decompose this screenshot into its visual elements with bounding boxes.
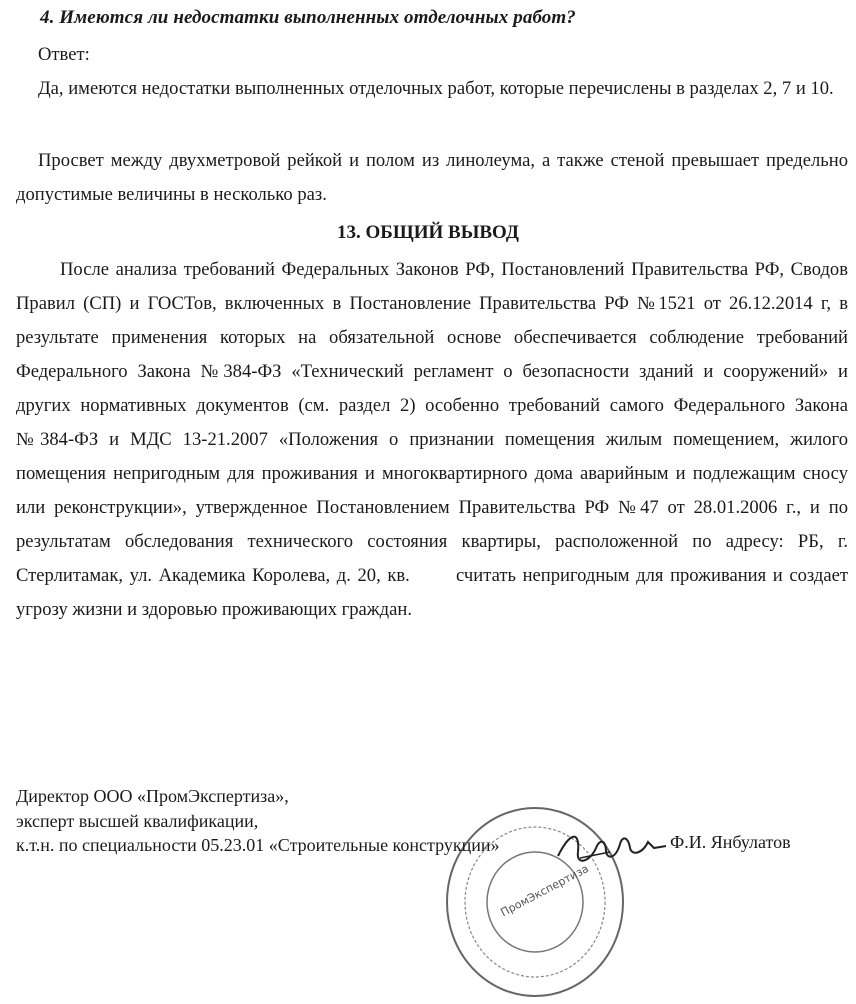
handwritten-signature: [550, 822, 670, 872]
answer-text: Да, имеются недостатки выполненных отделочных работ, которые перечислены в разделах 2, 7 и 10.: [38, 78, 834, 99]
signatory-qualification: эксперт высшей квалификации,: [16, 810, 259, 831]
stamp-text: ПромЭкспертиза: [498, 861, 591, 920]
signature-block: [16, 784, 500, 858]
question-heading: 4. Имеются ли недостатки выполненных отделочных работ?: [40, 7, 576, 28]
section-title: 13. ОБЩИЙ ВЫВОД: [337, 222, 519, 243]
answer-label: Ответ:: [38, 44, 90, 65]
signatory-name: Ф.И. Янбулатов: [670, 832, 791, 852]
conclusion-paragraph: После анализа требований Федеральных Законов РФ, Постановлений Правительства РФ, Сводов Правил (СП) и ГОСТов, включенных в Постановление Правительства РФ №1521 от 26.12.2014 г, в результате применения которых на обязательной основе обеспечивается соблюдение требований Федерального Закона №384-ФЗ «Технический регламент о безопасности зданий и сооружений» и других нормативных документов (см. раздел 2) особенно требований самого Федерального Закона №384-ФЗ и МДС 13-21.2007 «Положения о признании помещения жилым помещением, жилого помещения непригодным для проживания и многоквартирного дома аварийным и подлежащим сносу или реконструкции», утвержденное Постановлением Правительства РФ №47 от 28.01.2006 г., и по результатам обследования технического состояния квартиры, расположенной по адресу: РБ, г. Стерлитамак, ул. Академика Королева, д. 20, кв. считать непригодным для проживания и создает угрозу жизни и здоровью проживающих граждан.: [16, 259, 853, 620]
answer-detail-text: Просвет между двухметровой рейкой и полом из линолеума, а также стеной превышает предельно допустимые величины в несколько раз.: [16, 150, 848, 205]
signatory-title: Директор ООО «ПромЭкспертиза»,: [16, 786, 289, 806]
signatory-degree: к.т.н. по специальности 05.23.01 «Строительные конструкции»: [16, 835, 500, 855]
